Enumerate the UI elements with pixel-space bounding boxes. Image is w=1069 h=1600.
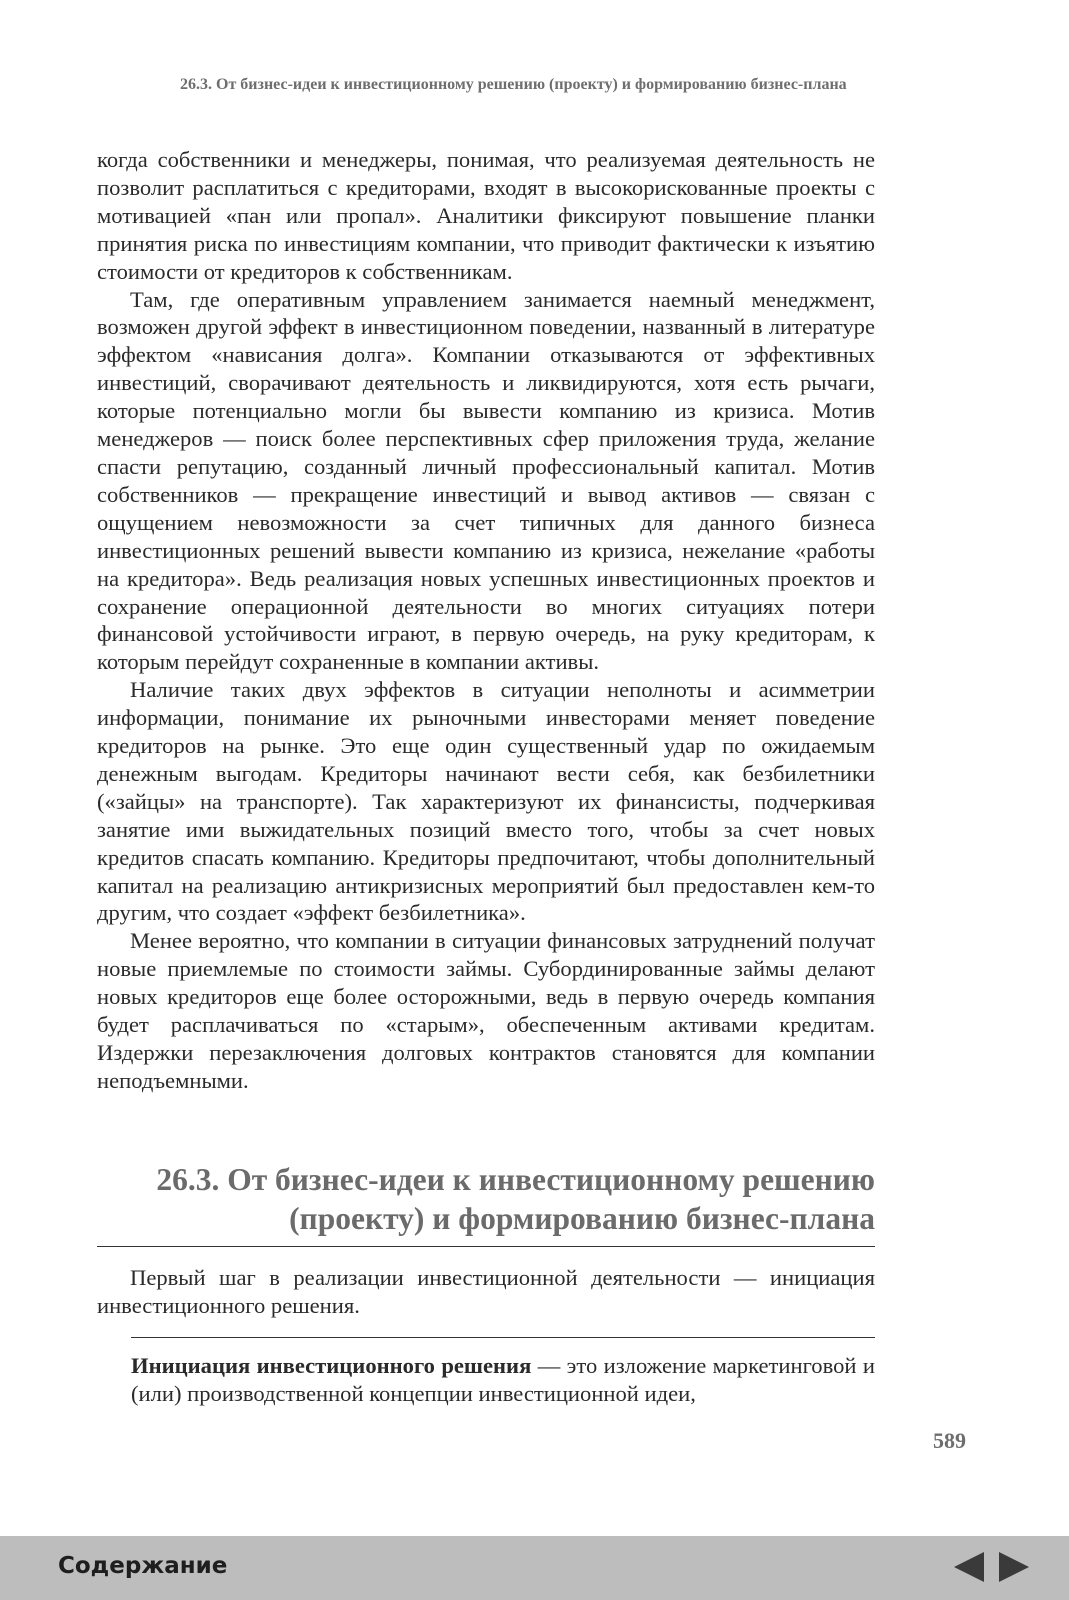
definition-paragraph — [131, 1352, 875, 1408]
previous-page-button[interactable] — [952, 1550, 986, 1584]
paragraph: Там, где оперативным управлением занимается наемный менеджмент, возможен другой эффект в инвестиционном поведении, названный в литературе эффектом «нависания долга». Компании отказываются от эффективных инвестиций, сворачивают деятельность и ликвидируются, хотя есть рычаги, которые потенциально могли бы вывести компанию из кризиса. Мотив менеджеров — поиск более перспективных сфер приложения труда, желание спасти репутацию, созданный личный профессиональный капитал. Мотив собственников — прекращение инвестиций и вывод активов — связан с ощущением невозможности за счет типичных для данного бизнеса инвестиционных решений вывести компанию из кризиса, нежелание «работы на кредитора». Ведь реализация новых успешных инвестиционных проектов и сохранение операционной деятельности во многих ситуациях потери финансовой устойчивости играют, в первую очередь, на руку кредиторам, к которым перейдут сохраненные в компании активы. — [97, 286, 875, 675]
contents-link[interactable]: Содержание — [58, 1553, 228, 1579]
definition-text: — это изложение маркетинговой и (или) производственной концепции инвестиционной идеи, — [131, 1353, 875, 1406]
paragraph: Наличие таких двух эффектов в ситуации неполноты и асимметрии информации, понимание их рыночными инвесторами меняет поведение кредиторов на рынке. Это еще один существенный удар по ожидаемым денежным выгодам. Кредиторы начинают вести себя, как безбилетники («зайцы» на транспорте). Так характеризуют их финансисты, подчеркивая занятие ими выжидательных позиций вместо того, чтобы за счет новых кредитов спасать компанию. Кредиторы предпочитают, чтобы дополнительный капитал на реализацию антикризисных мероприятий был предоставлен кем-то другим, что создает «эффект безбилетника». — [97, 677, 875, 926]
page-number: 589 — [933, 1428, 966, 1453]
heading-divider — [97, 1246, 875, 1247]
intro-paragraph: Первый шаг в реализации инвестиционной деятельности — инициация инвестиционного решения. — [97, 1265, 875, 1318]
section-heading — [97, 1160, 875, 1238]
definition-block — [131, 1352, 875, 1408]
paragraph: когда собственники и менеджеры, понимая, что реализуемая деятельность не позволит расплатиться с кредиторами, входят в высокорискованные проекты с мотивацией «пан или пропал». Аналитики фиксируют повышение планки принятия риска по инвестициям компании, что приводит фактически к изъятию стоимости от кредиторов к собственникам. — [97, 147, 875, 284]
definition-divider — [131, 1337, 875, 1338]
definition-term: Инициация инвестиционного решения — [131, 1353, 532, 1378]
bottom-navigation-bar — [0, 1536, 1069, 1600]
intro-text — [97, 1264, 875, 1320]
section-heading-line-2: (проекту) и формированию бизнес-плана — [289, 1201, 875, 1236]
section-heading-line-1: 26.3. От бизнес-идеи к инвестиционному решению — [156, 1162, 875, 1197]
triangle-left-icon — [952, 1550, 986, 1584]
paragraph: Менее вероятно, что компании в ситуации финансовых затруднений получат новые приемлемые по стоимости займы. Субординированные займы делают новых кредиторов еще более осторожными, ведь в первую очередь компания будет расплачиваться по «старым», обеспеченным активами кредитам. Издержки перезаключения долговых контрактов становятся для компании неподъемными. — [97, 928, 875, 1093]
running-header: 26.3. От бизнес-идеи к инвестиционному решению (проекту) и формированию бизнес-плана — [180, 76, 847, 93]
next-page-button[interactable] — [997, 1550, 1031, 1584]
triangle-right-icon — [997, 1550, 1031, 1584]
body-text — [97, 146, 875, 1095]
